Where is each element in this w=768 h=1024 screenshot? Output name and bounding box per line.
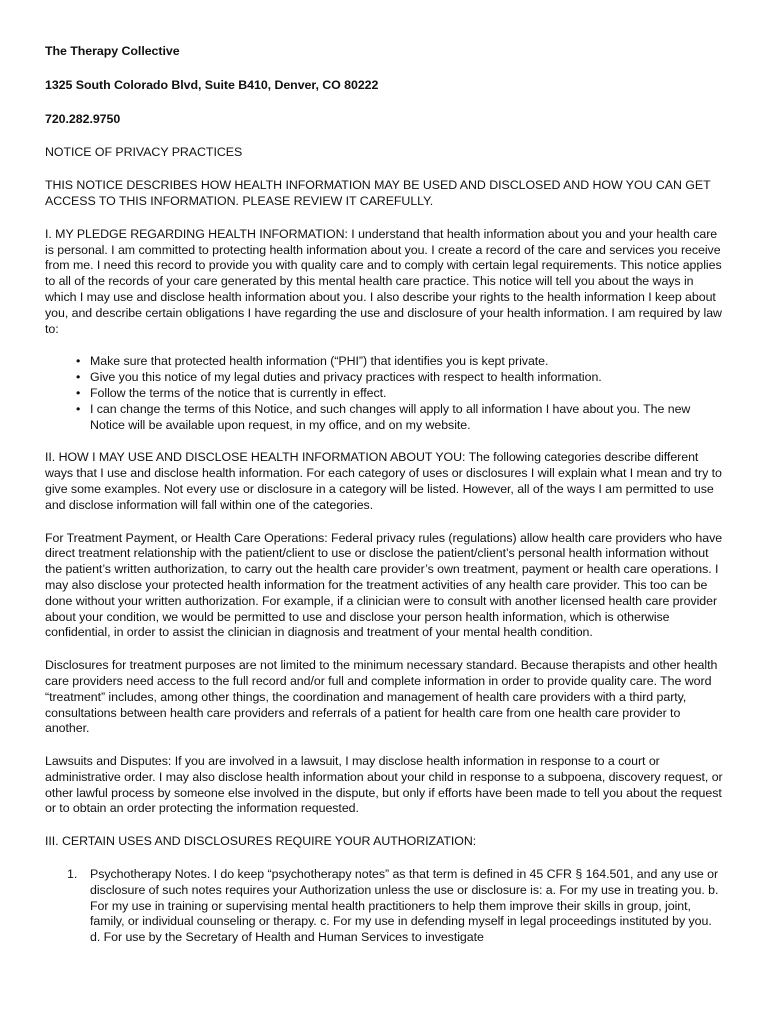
bullet-icon: • [76, 401, 81, 416]
notice-title: NOTICE OF PRIVACY PRACTICES [45, 145, 243, 160]
list-item: • Follow the terms of the notice that is currently in effect. [76, 385, 387, 400]
section-2-intro: II. HOW I MAY USE AND DISCLOSE HEALTH INFORMATION ABOUT YOU: The following categories describe different ways that I use and disclose health information. For each category of uses or disclosures I will explain what I mean and try to give some examples. Not every use or disclosure in a category will be listed. However, all of the ways I am permitted to use and disclose information will fall within one of the categories. [45, 450, 722, 512]
obligations-list [45, 354, 725, 433]
section-2-treatment: For Treatment Payment, or Health Care Operations: Federal privacy rules (regulations) allow health care providers who have direct treatment relationship with the patient/client to use or disclose the patient/client’s personal health information without the patient’s written authorization, to carry out the health care provider’s own treatment, payment or health care operations. I may also disclose your protected health information for the treatment activities of any health care provider. This too can be done without your written authorization. For example, if a clinician were to consult with another licensed health care provider about your condition, we would be permitted to use and disclose your person health information, which is otherwise confidential, in order to assist the clinician in diagnosis and treatment of your mental health condition. [45, 530, 723, 640]
section-2-lawsuits: Lawsuits and Disputes: If you are involved in a lawsuit, I may disclose health information in response to a court or administrative order. I may also disclose health information about your child in response to a subpoena, discovery request, or other lawful process by someone else involved in the dispute, but only if efforts have been made to tell you about the request or to obtain an order protecting the information requested. [45, 754, 723, 816]
list-item: • Give you this notice of my legal duties and privacy practices with respect to health information. [76, 370, 602, 385]
section-3-heading: III. CERTAIN USES AND DISCLOSURES REQUIRE YOUR AUTHORIZATION: [45, 834, 477, 849]
list-item-text: Psychotherapy Notes. I do keep “psychotherapy notes” as that term is defined in 45 CFR § 164.501, and any use or disclosure of such notes requires your Authorization unless the use or disclosure is: a. For my use in treating you. b. For my use in training or supervising mental health practitioners to help them improve their skills in group, joint, family, or individual counseling or therapy. c. For my use in defending myself in legal proceedings instituted by you. d. For use by the Secretary of Health and Human Services to investigate [90, 867, 719, 945]
org-address: 1325 South Colorado Blvd, Suite B410, Denver, CO 80222 [45, 77, 379, 92]
bullet-icon: • [76, 354, 81, 369]
section-1-pledge: I. MY PLEDGE REGARDING HEALTH INFORMATION: I understand that health information about you and your health care is personal. I am committed to protecting health information about you. I create a record of the care and services you receive from me. I need this record to provide you with quality care and to comply with certain legal requirements. This notice applies to all of the records of your care generated by this mental health care practice. This notice will tell you about the ways in which I may use and disclose health information about you. I also describe your rights to the health information I keep about you, and describe certain obligations I have regarding the use and disclosure of your health information. I am required by law to: [45, 226, 722, 336]
authorization-list [45, 867, 725, 946]
list-item [45, 867, 725, 946]
section-2-disclosures: Disclosures for treatment purposes are not limited to the minimum necessary standard. Because therapists and other health care providers need access to the full record and/or full and complete information in order to provide quality care. The word “treatment” includes, among other things, the coordination and management of health care providers with a third party, consultations between health care providers and referrals of a patient for health care from one health care provider to another. [45, 658, 718, 736]
list-number: 1. [67, 867, 78, 882]
list-item: • Make sure that protected health information (“PHI”) that identifies you is kept private. [76, 354, 549, 369]
bullet-icon: • [76, 385, 81, 400]
list-item: • I can change the terms of this Notice, and such changes will apply to all information I have about you. The new Notice will be available upon request, in my office, and on my website. [76, 401, 691, 432]
notice-summary: THIS NOTICE DESCRIBES HOW HEALTH INFORMATION MAY BE USED AND DISCLOSED AND HOW YOU CAN GET ACCESS TO THIS INFORMATION. PLEASE REVIEW IT CAREFULLY. [45, 178, 711, 208]
org-phone: 720.282.9750 [45, 111, 121, 126]
org-name: The Therapy Collective [45, 44, 180, 58]
bullet-icon: • [76, 370, 81, 385]
document-page [45, 44, 725, 946]
